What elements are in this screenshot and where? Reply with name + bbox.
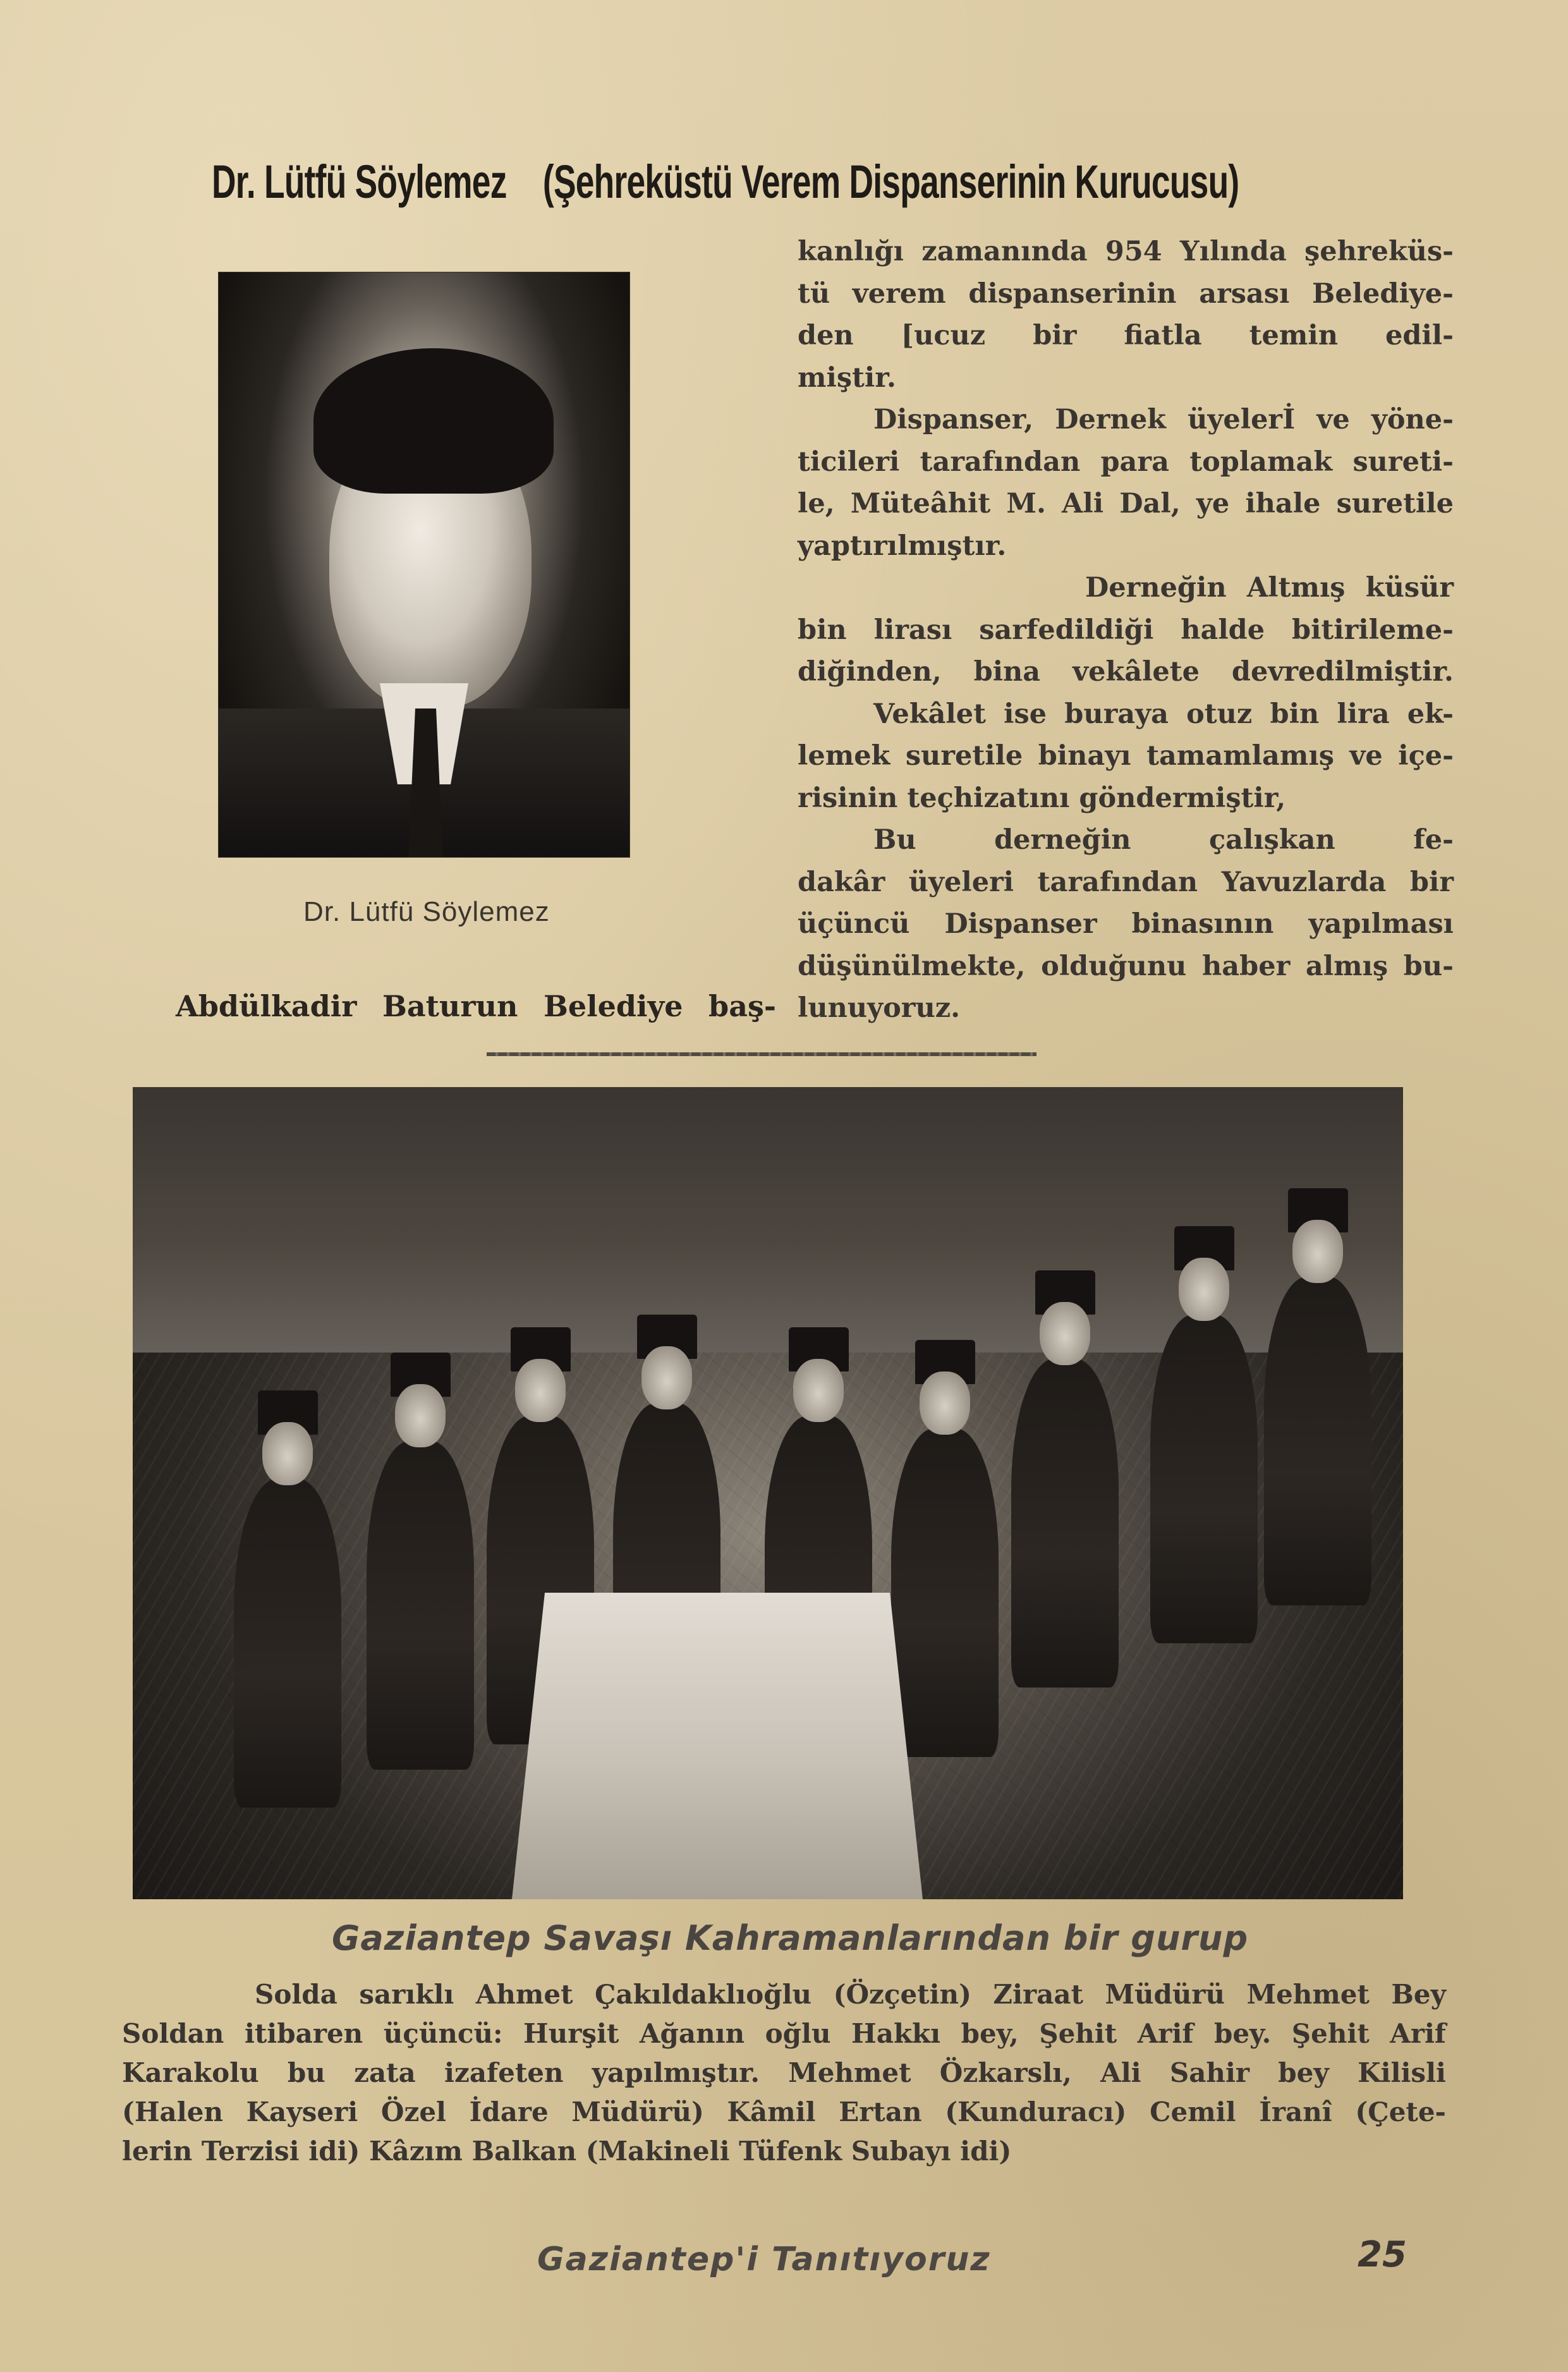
column-line: kanlığı zamanında 954 Yılında şehreküs- xyxy=(798,236,1454,267)
group-photo xyxy=(133,1087,1403,1899)
portrait-photo xyxy=(218,272,630,858)
photo-person-head xyxy=(793,1359,844,1422)
photo-person-head xyxy=(920,1372,970,1435)
column-line: üçüncü Dispanser binasının yapılması xyxy=(798,908,1454,940)
photo-person-head xyxy=(515,1359,566,1422)
photo-person xyxy=(367,1441,474,1770)
photo-person xyxy=(1011,1359,1119,1688)
photo-person-head xyxy=(1179,1258,1229,1321)
section-divider xyxy=(487,1052,1036,1056)
caption-line: Karakolu bu zata izafeten yapılmıştır. Mehmet Özkarslı, Ali Sahir bey Kilisli xyxy=(122,2057,1446,2088)
portrait-hair xyxy=(313,348,554,494)
page-number: 25 xyxy=(1358,2234,1407,2275)
photo-person-head xyxy=(1292,1220,1343,1283)
column-line: tü verem dispanserinin arsası Belediye- xyxy=(798,277,1454,310)
photo-title: Gaziantep Savaşı Kahramanlarından bir gurup xyxy=(332,1918,1249,1958)
caption-line: Soldan itibaren üçüncü: Hurşit Ağanın oğlu Hakkı bey, Şehit Arif bey. Şehit Arif xyxy=(122,2018,1446,2049)
photo-person-head xyxy=(641,1346,692,1409)
right-column-text xyxy=(798,231,1454,1030)
column-line: diğinden, bina vekâlete devredilmiştir. xyxy=(798,656,1454,688)
column-line: Derneğin Altmış küsür xyxy=(1085,572,1454,604)
photo-person xyxy=(891,1428,999,1757)
photo-person-head xyxy=(1040,1302,1090,1365)
column-line: Dispanser, Dernek üyelerİ ve yöne- xyxy=(873,404,1454,435)
left-column-text: Abdülkadir Baturun Belediye baş- xyxy=(176,989,776,1023)
caption-line: Solda sarıklı Ahmet Çakıldaklıoğlu (Özçetin) Ziraat Müdürü Mehmet Bey xyxy=(255,1979,1446,2010)
column-line: yaptırılmıştır. xyxy=(798,530,1007,562)
caption-line: lerin Terzisi idi) Kâzım Balkan (Makineli Tüfenk Subayı idi) xyxy=(122,2136,1012,2167)
column-line: ticileri tarafından para toplamak sureti- xyxy=(798,446,1454,478)
portrait-caption: Dr. Lütfü Söylemez xyxy=(303,896,550,927)
column-line: lunuyoruz. xyxy=(798,992,961,1024)
photo-person-head xyxy=(262,1422,313,1485)
page-header xyxy=(212,155,1239,224)
column-line: düşünülmekte, olduğunu haber almış bu- xyxy=(798,950,1454,982)
column-line: Vekâlet ise buraya otuz bin lira ek- xyxy=(873,698,1454,730)
column-line: bin lirası sarfedildiği halde bitirileme- xyxy=(798,614,1454,646)
header-subtitle: (Şehreküstü Verem Dispanserinin Kurucusu) xyxy=(542,155,1239,208)
header-name: Dr. Lütfü Söylemez xyxy=(212,155,507,208)
column-line: le, Müteâhit M. Ali Dal, ye ihale suretile xyxy=(798,488,1454,520)
column-line: den [ucuz bir fiatla temin edil- xyxy=(798,320,1454,351)
column-line: lemek suretile binayı tamamlamış ve içe- xyxy=(798,740,1454,772)
footer-title: Gaziantep'i Tanıtıyoruz xyxy=(537,2241,991,2278)
column-line: Bu derneğin çalışkan fe- xyxy=(873,824,1454,856)
photo-person xyxy=(1150,1315,1258,1643)
photo-person xyxy=(234,1479,341,1808)
column-line: miştir. xyxy=(798,362,896,394)
column-line: risinin teçhizatını göndermiştir, xyxy=(798,782,1286,814)
caption-line: (Halen Kayseri Özel İdare Müdürü) Kâmil Ertan (Kunduracı) Cemil İranî (Çete- xyxy=(122,2096,1446,2127)
photo-person-head xyxy=(395,1384,446,1447)
column-line: dakâr üyeleri tarafından Yavuzlarda bir xyxy=(798,866,1454,898)
photo-table xyxy=(512,1593,923,1899)
photo-caption xyxy=(122,1975,1446,2171)
photo-person xyxy=(1264,1277,1371,1605)
